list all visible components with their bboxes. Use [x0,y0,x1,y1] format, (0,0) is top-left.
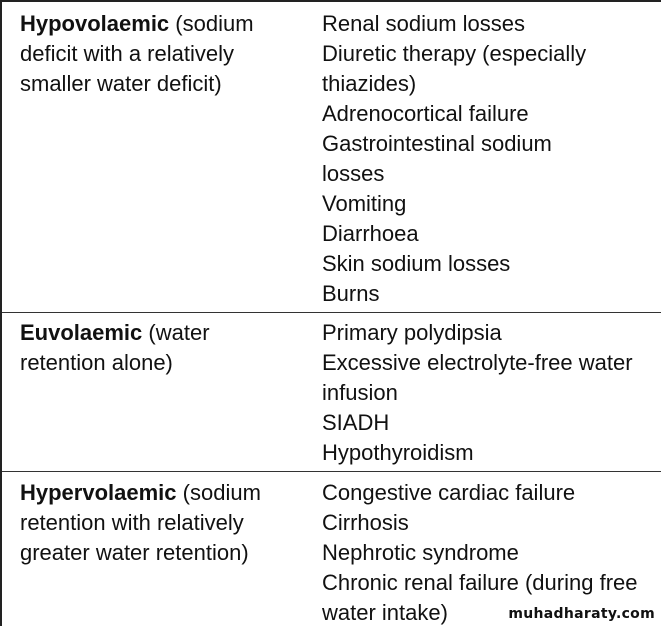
category-description: (water [142,320,210,345]
category-description: (sodium [176,480,261,505]
causes-cell [322,318,652,468]
category-description: (sodium [169,11,254,36]
cause-line: Diuretic therapy (especially [322,41,587,66]
table-row-hypovolaemic [2,2,661,313]
cause-line: Vomiting [322,191,407,216]
cause-line: SIADH [322,410,390,435]
cause-line: Diarrhoea [322,221,419,246]
category-cell [20,318,290,378]
category-term: Hypovolaemic [20,11,170,36]
cause-line: Cirrhosis [322,510,409,535]
watermark: muhadharaty.com [508,606,655,622]
cause-line: thiazides) [322,71,417,96]
category-description: deficit with a relatively [20,41,234,66]
cause-line: Congestive cardiac failure [322,480,576,505]
category-term: Hypervolaemic [20,480,177,505]
cause-line: Hypothyroidism [322,440,474,465]
table-row-euvolaemic [2,313,661,472]
category-description: retention with relatively [20,510,244,535]
category-description: greater water retention) [20,540,249,565]
category-cell [20,9,290,99]
category-term: Euvolaemic [20,320,143,345]
category-description: smaller water deficit) [20,71,222,96]
cause-line: Adrenocortical failure [322,101,529,126]
cause-line: water intake) [322,600,448,625]
cause-line: Renal sodium losses [322,11,525,36]
causes-cell [322,9,652,309]
cause-line: Skin sodium losses [322,251,511,276]
cause-line: Chronic renal failure (during free [322,570,638,595]
cause-line: Excessive electrolyte-free water [322,350,633,375]
category-cell [20,478,290,568]
cause-line: Primary polydipsia [322,320,502,345]
cause-line: Nephrotic syndrome [322,540,519,565]
cause-line: infusion [322,380,398,405]
cause-line: losses [322,161,385,186]
table-row-hypervolaemic [2,472,661,628]
cause-line: Gastrointestinal sodium [322,131,552,156]
category-description: retention alone) [20,350,173,375]
cause-line: Burns [322,281,380,306]
